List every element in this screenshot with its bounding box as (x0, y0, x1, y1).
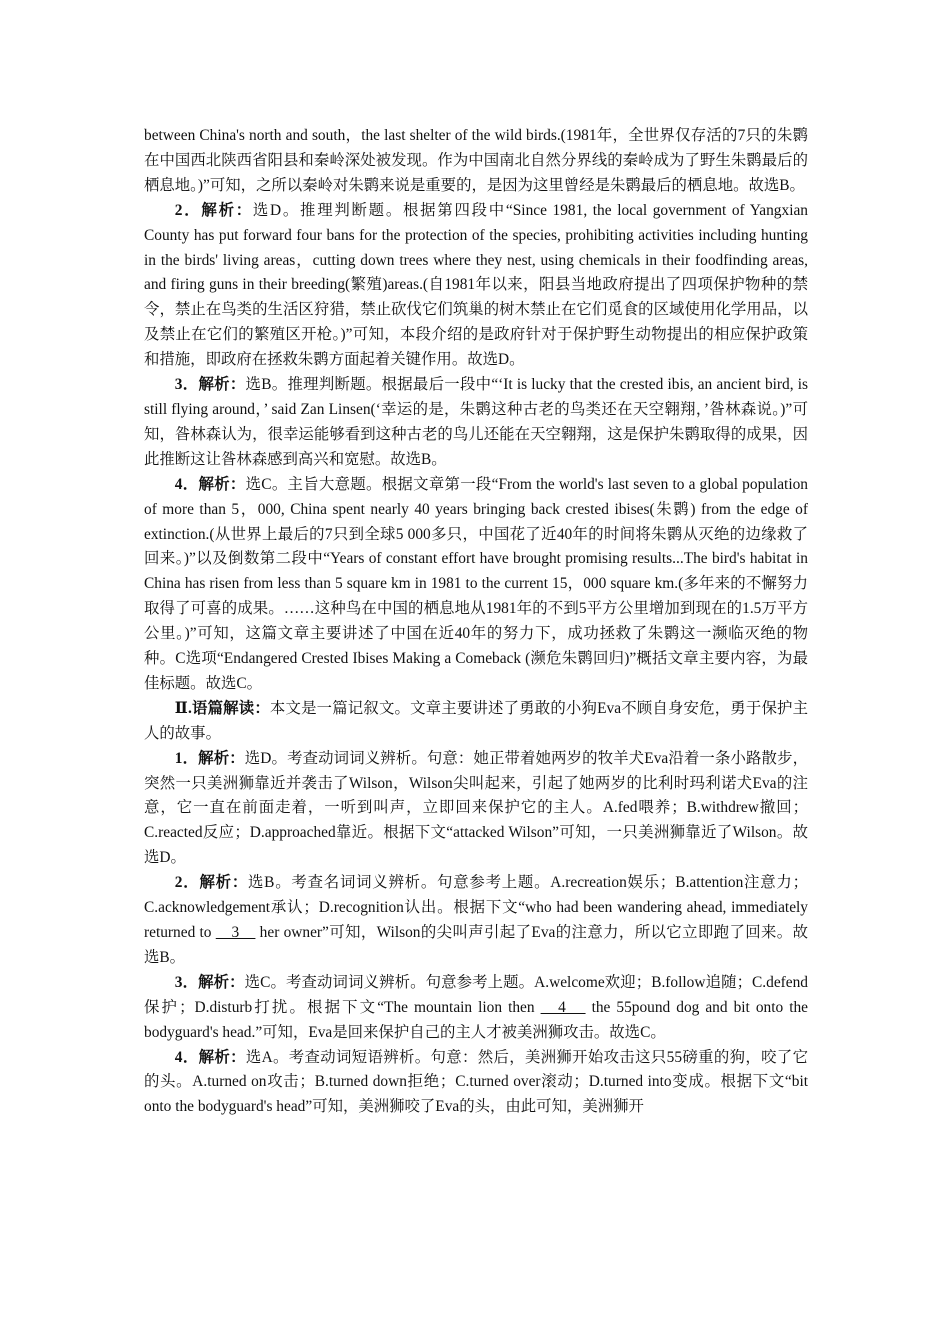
paragraph-cloze-answer-4 (144, 1046, 808, 1121)
cloze-blank: 3 (215, 924, 256, 941)
answer-label: 3．解析： (174, 973, 245, 991)
paragraph-text: 选C。主旨大意题。根据文章第一段“From the world's last seven to a global population of more than 5，000, China spent nearly 40 years bringing back crested ibises(朱鹮) from the edge of extinction.(从世界上最后的7只到全球5 000多只，中国花了近40年的时间将朱鹮从灭绝的边缘救了回来。)”以及倒数第二段中“Years of constant effort have brought promising results...The bird's habitat in China has risen from less than 5 square km in 1981 to the current 15，000 square km.(多年来的不懈努力取得了可喜的成果。……这种鸟在中国的栖息地从1981年的不到5平方公里增加到现在的1.5万平方公里。)”可知，这篇文章主要讲述了中国在近40年的努力下，成功拯救了朱鹮这一濒临灭绝的物种。C选项“Endangered Crested Ibises Making a Comeback (濒危朱鹮回归)”概括文章主要内容，为最佳标题。故选C。 (144, 475, 809, 692)
paragraph-passage-summary (144, 697, 808, 747)
paragraph-text: 选A。考查动词短语辨析。句意：然后，美洲狮开始攻击这只55磅重的狗，咬了它的头。A.turned on攻击；B.turned down拒绝；C.turned over滚动；D.turned into变成。根据下文“bit onto the bodyguard's head”可知，美洲狮咬了Eva的头，由此可知，美洲狮开 (144, 1048, 808, 1116)
paragraph-cloze-answer-1 (144, 747, 808, 872)
cloze-blank: 4 (540, 998, 586, 1016)
answer-label: 2．解析： (174, 201, 253, 219)
paragraph-answer-2 (144, 199, 808, 373)
answer-label: 3．解析： (174, 376, 246, 394)
paragraph-cloze-answer-3 (144, 971, 808, 1046)
section-label: Ⅱ.语篇解读： (174, 699, 270, 717)
paragraph-answer-1-continued (144, 124, 808, 199)
paragraph-text: 选B。考查名词词义辨析。句意参考上题。A.recreation娱乐；B.attention注意力；C.acknowledgement承认；D.recognition认出。根据下文“who had been wandering ahead, immediately returned to (144, 874, 808, 941)
paragraph-answer-3 (144, 373, 808, 473)
paragraph-text: between China's north and south，the last shelter of the wild birds.(1981年，全世界仅存活的7只的朱鹮在中国西北陕西省阳县和秦岭深处被发现。作为中国南北自然分界线的秦岭成为了野生朱鹮最后的栖息地。)”可知，之所以秦岭对朱鹮来说是重要的，是因为这里曾经是朱鹮最后的栖息地。故选B。 (144, 127, 808, 194)
answer-label: 4．解析： (174, 475, 246, 493)
paragraph-text: 选C。考查动词词义辨析。句意参考上题。A.welcome欢迎；B.follow追随；C.defend保护；D.disturb打扰。根据下文“The mountain lion then (144, 973, 808, 1016)
document-page (144, 124, 808, 1120)
paragraph-cloze-answer-2 (144, 871, 808, 971)
paragraph-text: her owner”可知，Wilson的尖叫声引起了Eva的注意力，所以它立即跑了回来。故选B。 (144, 924, 808, 966)
paragraph-text: 选D。推理判断题。根据第四段中“Since 1981, the local government of Yangxian County has put forward four bans for the protection of the species, prohibiting activities including hunting in the birds' living areas，cutting down trees where they nest, using chemicals in their foodfinding areas, and firing guns in their breeding(繁殖)areas.(自1981年以来，阳县当地政府提出了四项保护物种的禁令，禁止在鸟类的生活区狩猎，禁止砍伐它们筑巢的树木禁止在它们觅食的区域使用化学用品，以及禁止在它们的繁殖区开枪。)”可知，本段介绍的是政府针对于保护野生动物提出的相应保护政策和措施，即政府在拯救朱鹮方面起着关键作用。故选D。 (144, 201, 808, 369)
answer-label: 4．解析： (174, 1048, 246, 1066)
paragraph-answer-4 (144, 473, 808, 697)
paragraph-text: 选B。推理判断题。根据最后一段中“‘It is lucky that the crested ibis, an ancient bird, is still flying around，’ said Zan Linsen(‘幸运的是，朱鹮这种古老的鸟类还在天空翱翔，’昝林森说。)”可知，昝林森认为，很幸运能够看到这种古老的鸟儿还能在天空翱翔，这是保护朱鹮取得的成果，因此推断这让昝林森感到高兴和宽慰。故选B。 (144, 376, 808, 468)
paragraph-text: 选D。考查动词词义辨析。句意：她正带着她两岁的牧羊犬Eva沿着一条小路散步，突然一只美洲狮靠近并袭击了Wilson，Wilson尖叫起来，引起了她两岁的比利时玛利诺犬Eva的注意，它一直在前面走着，一听到叫声，立即回来保护它的主人。A.fed喂养；B.withdrew撤回；C.reacted反应；D.approached靠近。根据下文“attacked Wilson”可知，一只美洲狮靠近了Wilson。故选D。 (144, 749, 808, 867)
paragraph-text: 本文是一篇记叙文。文章主要讲述了勇敢的小狗Eva不顾自身安危，勇于保护主人的故事。 (144, 699, 808, 742)
answer-label: 2．解析： (174, 874, 248, 892)
paragraph-text: the 55pound dog and bit onto the bodyguard's head.”可知，Eva是回来保护自己的主人才被美洲狮攻击。故选C。 (144, 998, 809, 1041)
answer-label: 1．解析： (174, 749, 245, 767)
